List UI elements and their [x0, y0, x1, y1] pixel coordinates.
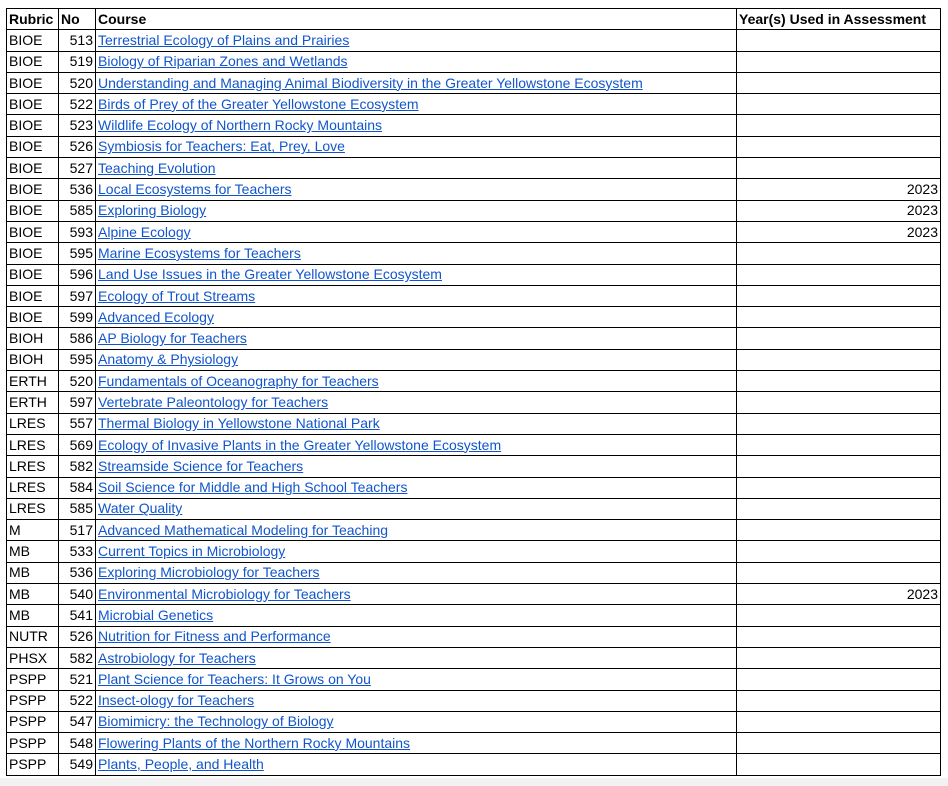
rubric-cell: LRES [7, 477, 59, 498]
assessment-year-cell [737, 498, 941, 519]
rubric-cell: BIOE [7, 179, 59, 200]
table-row [7, 413, 941, 434]
course-link[interactable]: Nutrition for Fitness and Performance [98, 628, 331, 645]
course-link[interactable]: Anatomy & Physiology [98, 351, 239, 368]
course-link[interactable]: Symbiosis for Teachers: Eat, Prey, Love [98, 138, 345, 155]
assessment-year-cell: 2023 [737, 179, 941, 200]
rubric-cell: PSPP [7, 711, 59, 732]
course-table-sheet [6, 8, 940, 776]
course-link[interactable]: Advanced Ecology [98, 308, 214, 325]
course-number-cell: 582 [59, 456, 96, 477]
course-link[interactable]: Soil Science for Middle and High School Teachers [98, 479, 408, 496]
assessment-year-cell [737, 626, 941, 647]
table-body [7, 30, 941, 775]
table-row [7, 136, 941, 157]
course-cell [96, 541, 737, 562]
header-no: No [59, 9, 96, 30]
table-row [7, 456, 941, 477]
course-link[interactable]: Teaching Evolution [98, 159, 216, 176]
course-number-cell: 596 [59, 264, 96, 285]
assessment-year-cell [737, 328, 941, 349]
table-row [7, 307, 941, 328]
course-number-cell: 520 [59, 371, 96, 392]
header-course: Course [96, 9, 737, 30]
rubric-cell: PSPP [7, 690, 59, 711]
table-row [7, 434, 941, 455]
rubric-cell: MB [7, 562, 59, 583]
rubric-cell: BIOE [7, 72, 59, 93]
course-cell [96, 626, 737, 647]
course-cell [96, 349, 737, 370]
course-link[interactable]: Water Quality [98, 500, 183, 517]
assessment-year-cell [737, 647, 941, 668]
table-row [7, 584, 941, 605]
course-link[interactable]: Exploring Biology [98, 202, 207, 219]
table-row [7, 221, 941, 242]
course-cell [96, 72, 737, 93]
rubric-cell: LRES [7, 456, 59, 477]
header-rubric: Rubric [7, 9, 59, 30]
table-row [7, 562, 941, 583]
assessment-year-cell [737, 243, 941, 264]
course-link[interactable]: Marine Ecosystems for Teachers [98, 244, 301, 261]
assessment-year-cell [737, 711, 941, 732]
course-link[interactable]: Streamside Science for Teachers [98, 457, 304, 474]
course-number-cell: 548 [59, 733, 96, 754]
course-number-cell: 595 [59, 243, 96, 264]
table-row [7, 158, 941, 179]
course-cell [96, 136, 737, 157]
table-row [7, 690, 941, 711]
course-number-cell: 585 [59, 498, 96, 519]
course-cell [96, 690, 737, 711]
table-row [7, 179, 941, 200]
course-cell [96, 669, 737, 690]
table-row [7, 605, 941, 626]
rubric-cell: BIOE [7, 51, 59, 72]
course-cell [96, 733, 737, 754]
rubric-cell: BIOE [7, 136, 59, 157]
course-link[interactable]: Land Use Issues in the Greater Yellowstone Ecosystem [98, 266, 442, 283]
course-link[interactable]: Plants, People, and Health [98, 756, 264, 773]
course-cell [96, 285, 737, 306]
course-number-cell: 597 [59, 285, 96, 306]
table-row [7, 498, 941, 519]
rubric-cell: ERTH [7, 371, 59, 392]
course-number-cell: 569 [59, 434, 96, 455]
rubric-cell: PSPP [7, 754, 59, 775]
course-number-cell: 549 [59, 754, 96, 775]
table-row [7, 30, 941, 51]
course-number-cell: 513 [59, 30, 96, 51]
course-cell [96, 754, 737, 775]
course-cell [96, 647, 737, 668]
course-cell [96, 477, 737, 498]
course-link[interactable]: Ecology of Trout Streams [98, 287, 256, 304]
course-number-cell: 521 [59, 669, 96, 690]
assessment-year-cell [737, 456, 941, 477]
rubric-cell: NUTR [7, 626, 59, 647]
course-link[interactable]: Astrobiology for Teachers [98, 649, 256, 666]
course-cell [96, 605, 737, 626]
course-number-cell: 584 [59, 477, 96, 498]
rubric-cell: BIOE [7, 30, 59, 51]
course-link[interactable]: Advanced Mathematical Modeling for Teaching [98, 521, 389, 538]
table-row [7, 243, 941, 264]
table-row [7, 371, 941, 392]
assessment-year-cell [737, 733, 941, 754]
table-row [7, 51, 941, 72]
course-number-cell: 557 [59, 413, 96, 434]
course-cell [96, 456, 737, 477]
table-row [7, 520, 941, 541]
course-cell [96, 307, 737, 328]
rubric-cell: BIOE [7, 158, 59, 179]
assessment-year-cell [737, 51, 941, 72]
table-row [7, 200, 941, 221]
course-link[interactable]: Environmental Microbiology for Teachers [98, 585, 351, 602]
course-cell [96, 498, 737, 519]
course-number-cell: 582 [59, 647, 96, 668]
course-number-cell: 585 [59, 200, 96, 221]
rubric-cell: BIOE [7, 200, 59, 221]
table-row [7, 626, 941, 647]
course-link[interactable]: Terrestrial Ecology of Plains and Prairies [98, 31, 350, 48]
course-number-cell: 533 [59, 541, 96, 562]
assessment-year-cell [737, 30, 941, 51]
course-link[interactable]: Biology of Riparian Zones and Wetlands [98, 53, 348, 70]
course-cell [96, 520, 737, 541]
assessment-year-cell [737, 115, 941, 136]
table-row [7, 328, 941, 349]
course-number-cell: 547 [59, 711, 96, 732]
assessment-year-cell [737, 669, 941, 690]
course-cell [96, 434, 737, 455]
assessment-year-cell: 2023 [737, 221, 941, 242]
course-link[interactable]: Plant Science for Teachers: It Grows on You [98, 670, 371, 687]
course-cell [96, 371, 737, 392]
course-cell [96, 115, 737, 136]
assessment-year-cell [737, 413, 941, 434]
table-row [7, 285, 941, 306]
course-cell [96, 200, 737, 221]
course-number-cell: 593 [59, 221, 96, 242]
course-number-cell: 599 [59, 307, 96, 328]
course-number-cell: 522 [59, 94, 96, 115]
table-row [7, 72, 941, 93]
window-bottom-strip [0, 778, 948, 786]
course-number-cell: 536 [59, 562, 96, 583]
table-row [7, 264, 941, 285]
course-cell [96, 30, 737, 51]
table-row [7, 541, 941, 562]
table-row [7, 392, 941, 413]
course-assessment-table [6, 8, 941, 776]
course-cell [96, 562, 737, 583]
course-link[interactable]: Ecology of Invasive Plants in the Greater Yellowstone Ecosystem [98, 436, 502, 453]
assessment-year-cell [737, 520, 941, 541]
course-number-cell: 520 [59, 72, 96, 93]
course-cell [96, 94, 737, 115]
rubric-cell: BIOE [7, 264, 59, 285]
course-cell [96, 328, 737, 349]
table-row [7, 754, 941, 775]
rubric-cell: BIOE [7, 285, 59, 306]
table-row [7, 477, 941, 498]
course-link[interactable]: Exploring Microbiology for Teachers [98, 564, 320, 581]
course-link[interactable]: Current Topics in Microbiology [98, 543, 286, 560]
course-cell [96, 221, 737, 242]
assessment-year-cell [737, 754, 941, 775]
course-cell [96, 711, 737, 732]
assessment-year-cell [737, 477, 941, 498]
rubric-cell: LRES [7, 413, 59, 434]
rubric-cell: PSPP [7, 669, 59, 690]
course-link[interactable]: Alpine Ecology [98, 223, 191, 240]
course-number-cell: 540 [59, 584, 96, 605]
course-number-cell: 527 [59, 158, 96, 179]
rubric-cell: BIOE [7, 94, 59, 115]
course-number-cell: 526 [59, 136, 96, 157]
course-link[interactable]: AP Biology for Teachers [98, 330, 247, 347]
rubric-cell: BIOH [7, 328, 59, 349]
header-row [7, 9, 941, 30]
course-cell [96, 158, 737, 179]
course-cell [96, 243, 737, 264]
course-link[interactable]: Microbial Genetics [98, 606, 214, 623]
assessment-year-cell: 2023 [737, 584, 941, 605]
course-link[interactable]: Thermal Biology in Yellowstone National Park [98, 415, 380, 432]
course-link[interactable]: Insect-ology for Teachers [98, 692, 255, 709]
course-link[interactable]: Fundamentals of Oceanography for Teachers [98, 372, 379, 389]
rubric-cell: M [7, 520, 59, 541]
assessment-year-cell [737, 392, 941, 413]
table-row [7, 115, 941, 136]
rubric-cell: MB [7, 584, 59, 605]
assessment-year-cell [737, 562, 941, 583]
rubric-cell: LRES [7, 498, 59, 519]
course-cell [96, 584, 737, 605]
assessment-year-cell [737, 349, 941, 370]
assessment-year-cell [737, 541, 941, 562]
rubric-cell: ERTH [7, 392, 59, 413]
course-number-cell: 586 [59, 328, 96, 349]
assessment-year-cell [737, 158, 941, 179]
rubric-cell: BIOE [7, 221, 59, 242]
rubric-cell: PHSX [7, 647, 59, 668]
header-year: Year(s) Used in Assessment [737, 9, 941, 30]
assessment-year-cell [737, 434, 941, 455]
course-cell [96, 413, 737, 434]
table-row [7, 647, 941, 668]
course-number-cell: 541 [59, 605, 96, 626]
course-cell [96, 179, 737, 200]
course-link[interactable]: Local Ecosystems for Teachers [98, 181, 292, 198]
course-number-cell: 517 [59, 520, 96, 541]
course-number-cell: 597 [59, 392, 96, 413]
assessment-year-cell [737, 690, 941, 711]
course-number-cell: 526 [59, 626, 96, 647]
rubric-cell: BIOH [7, 349, 59, 370]
course-number-cell: 595 [59, 349, 96, 370]
course-number-cell: 536 [59, 179, 96, 200]
assessment-year-cell [737, 307, 941, 328]
rubric-cell: MB [7, 605, 59, 626]
course-number-cell: 522 [59, 690, 96, 711]
course-cell [96, 264, 737, 285]
course-number-cell: 519 [59, 51, 96, 72]
assessment-year-cell [737, 264, 941, 285]
rubric-cell: LRES [7, 434, 59, 455]
course-link[interactable]: Wildlife Ecology of Northern Rocky Mountains [98, 117, 383, 134]
course-link[interactable]: Flowering Plants of the Northern Rocky Mountains [98, 734, 411, 751]
table-row [7, 711, 941, 732]
course-link[interactable]: Biomimicry: the Technology of Biology [98, 713, 334, 730]
assessment-year-cell [737, 72, 941, 93]
assessment-year-cell [737, 285, 941, 306]
course-link[interactable]: Understanding and Managing Animal Biodiversity in the Greater Yellowstone Ecosystem [98, 74, 643, 91]
table-row [7, 94, 941, 115]
assessment-year-cell [737, 371, 941, 392]
rubric-cell: PSPP [7, 733, 59, 754]
course-cell [96, 51, 737, 72]
assessment-year-cell [737, 605, 941, 626]
assessment-year-cell: 2023 [737, 200, 941, 221]
rubric-cell: BIOE [7, 115, 59, 136]
rubric-cell: BIOE [7, 243, 59, 264]
rubric-cell: BIOE [7, 307, 59, 328]
table-row [7, 349, 941, 370]
course-number-cell: 523 [59, 115, 96, 136]
assessment-year-cell [737, 136, 941, 157]
rubric-cell: MB [7, 541, 59, 562]
assessment-year-cell [737, 94, 941, 115]
course-link[interactable]: Birds of Prey of the Greater Yellowstone Ecosystem [98, 95, 419, 112]
course-cell [96, 392, 737, 413]
table-row [7, 733, 941, 754]
course-link[interactable]: Vertebrate Paleontology for Teachers [98, 393, 329, 410]
table-row [7, 669, 941, 690]
